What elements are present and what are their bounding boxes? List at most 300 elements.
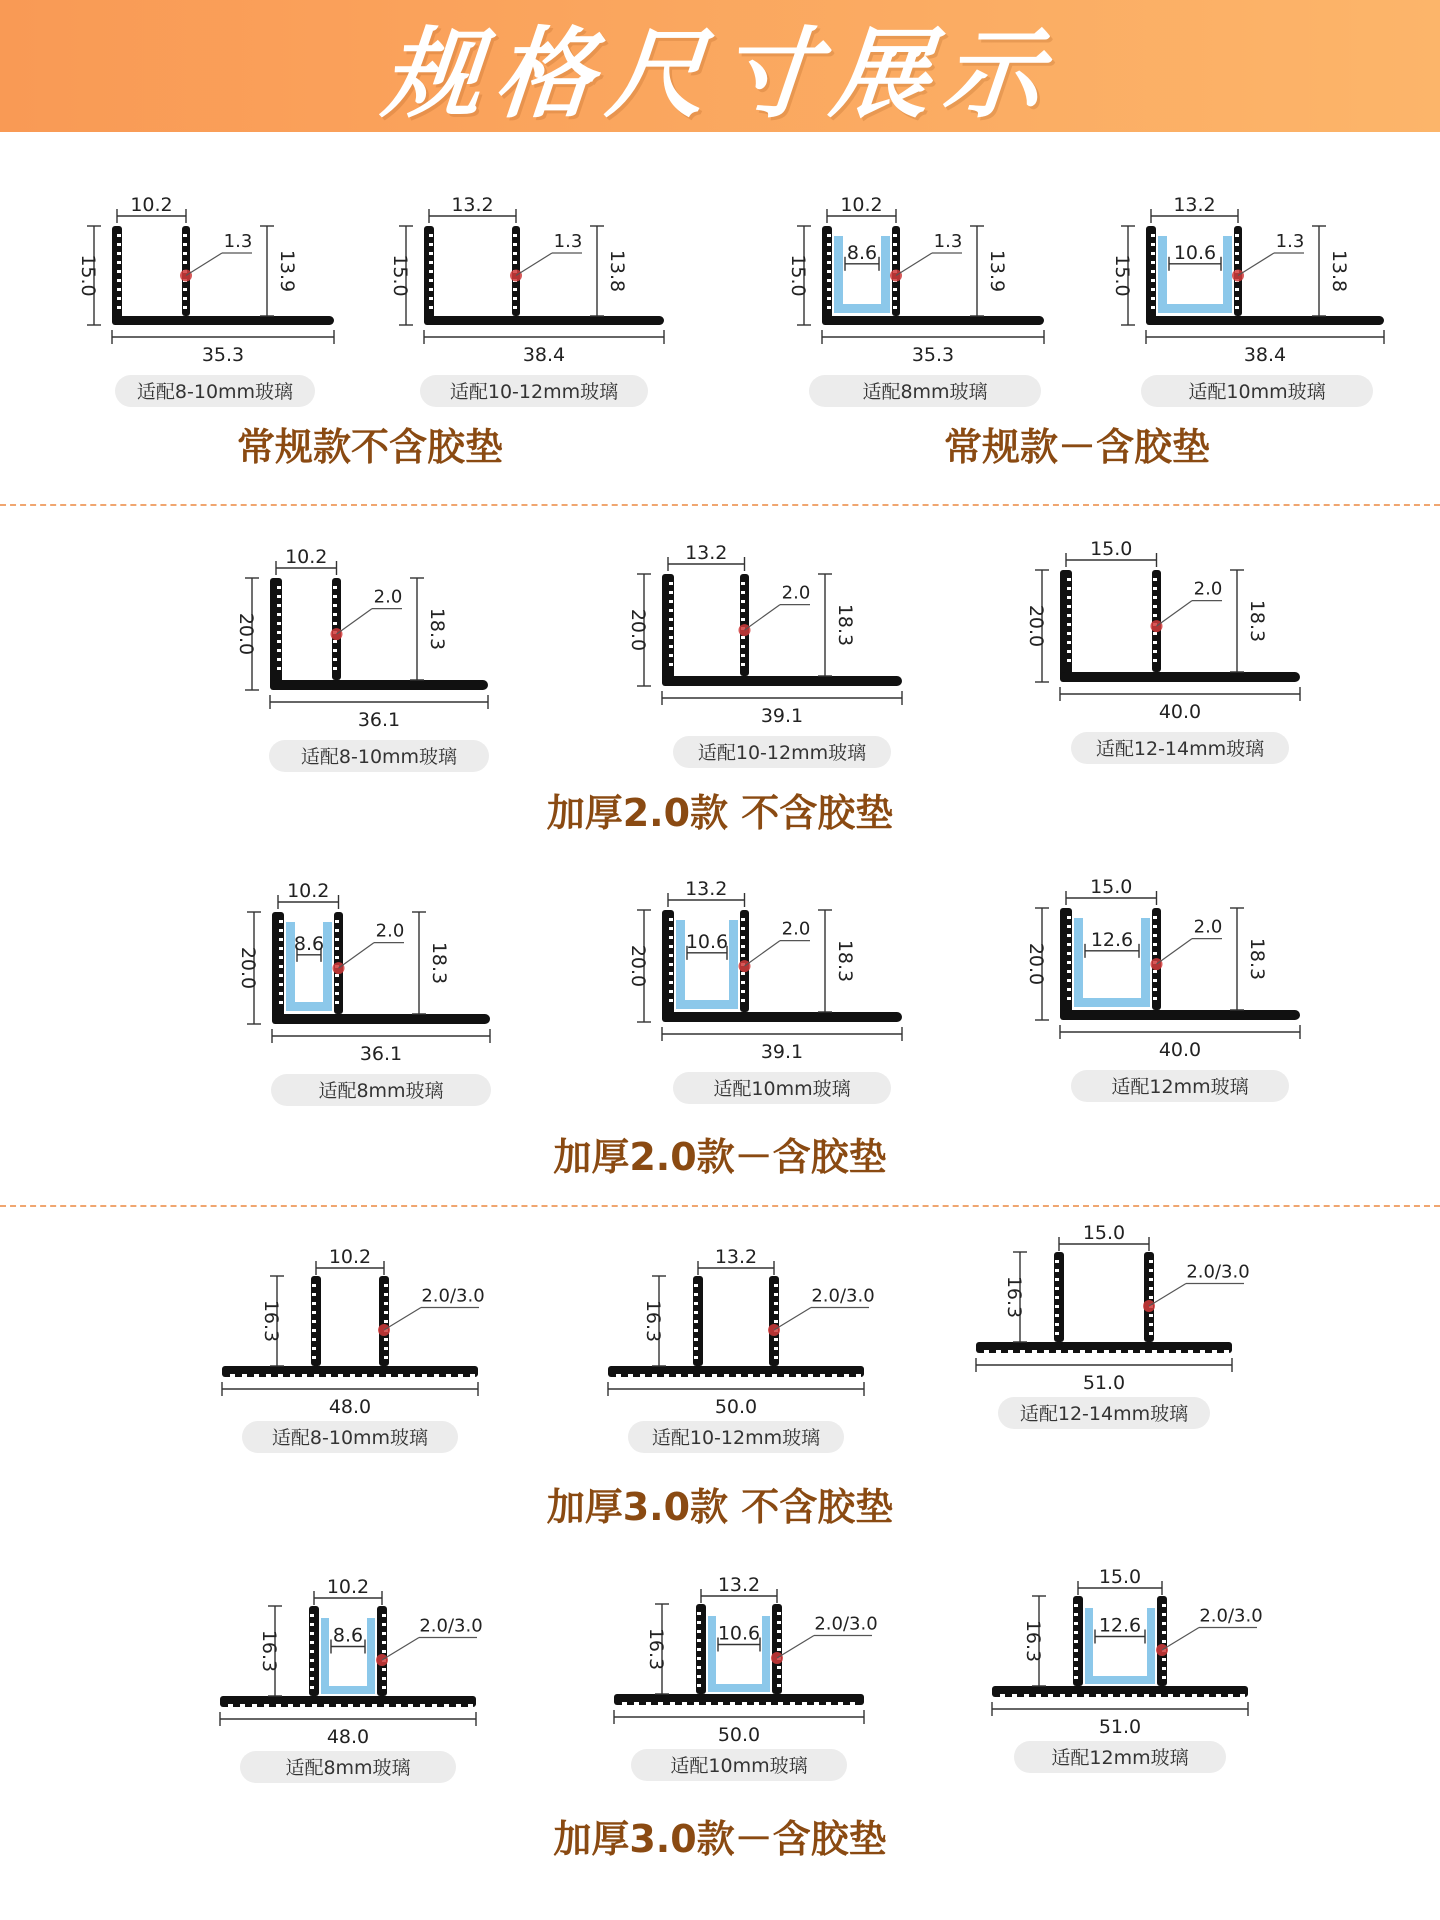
- rib-notch: [279, 947, 283, 950]
- rib-notch: [1153, 641, 1157, 644]
- rib-notch: [279, 920, 283, 923]
- base-notch: [372, 1704, 377, 1707]
- base-notch: [1084, 1694, 1089, 1697]
- base-notch: [622, 1702, 627, 1705]
- inner-height-dim-label: 18.3: [1246, 599, 1268, 643]
- fit-pill-label: 适配12mm玻璃: [1051, 1747, 1189, 1769]
- base-notch: [616, 1374, 621, 1377]
- height-dim-label: 16.3: [1022, 1619, 1044, 1663]
- rib-notch: [335, 920, 339, 923]
- rib-notch: [827, 288, 831, 291]
- rib-notch: [429, 234, 433, 237]
- rib-notch: [310, 1677, 314, 1680]
- rib-notch: [1235, 243, 1239, 246]
- base-notch: [748, 1374, 753, 1377]
- base-notch: [844, 1374, 849, 1377]
- base-notch: [996, 1350, 1001, 1353]
- rib-notch: [279, 1001, 283, 1004]
- rib-notch: [774, 1302, 778, 1305]
- rib-notch: [1153, 578, 1157, 581]
- rib-notch: [312, 1302, 316, 1305]
- rib-notch: [1153, 979, 1157, 982]
- base-notch: [386, 1374, 391, 1377]
- fit-pill-label: 适配10mm玻璃: [713, 1078, 851, 1100]
- fit-pill: [115, 375, 315, 407]
- rib-notch: [694, 1347, 698, 1350]
- wall-thickness-label: 2.0/3.0: [421, 1285, 485, 1307]
- gasket-gap-dim-label: 10.6: [685, 930, 729, 953]
- rib-notch: [697, 1675, 701, 1678]
- base-notch: [348, 1704, 353, 1707]
- base-notch: [838, 1702, 843, 1705]
- rib-notch: [1067, 623, 1071, 626]
- rib-notch: [1067, 614, 1071, 617]
- profile-outer-wall: [822, 226, 832, 325]
- base-notch: [1060, 1694, 1065, 1697]
- gap-dim-label: 13.2: [451, 194, 494, 216]
- base-notch: [408, 1704, 413, 1707]
- rib-notch: [827, 270, 831, 273]
- profile-card: [992, 1566, 1263, 1773]
- rib-notch: [117, 279, 121, 282]
- rib-notch: [1067, 632, 1071, 635]
- base-notch: [1020, 1350, 1025, 1353]
- height-dim-label: 20.0: [627, 944, 649, 988]
- rib-notch: [697, 1639, 701, 1642]
- base-notch: [1044, 1350, 1049, 1353]
- gap-dim-label: 13.2: [685, 542, 728, 564]
- base-notch: [1164, 1350, 1169, 1353]
- rib-notch: [279, 974, 283, 977]
- inner-height-dim-label: 18.3: [834, 603, 856, 647]
- rib-notch: [741, 618, 745, 621]
- base-width-dim-label: 40.0: [1158, 701, 1202, 723]
- rib-notch: [893, 243, 897, 246]
- page-title: 规格尺寸展示: [378, 16, 1061, 132]
- rib-notch: [310, 1641, 314, 1644]
- fit-pill: [809, 375, 1041, 407]
- rib-notch: [1055, 1287, 1059, 1290]
- gap-dim-label: 13.2: [714, 1246, 758, 1268]
- fit-pill: [1071, 1070, 1289, 1102]
- rib-notch: [312, 1329, 316, 1332]
- rib-notch: [279, 956, 283, 959]
- rib-notch: [117, 306, 121, 309]
- rib-notch: [117, 252, 121, 255]
- fit-pill: [1014, 1741, 1226, 1773]
- rib-notch: [741, 591, 745, 594]
- rib-notch: [333, 640, 337, 643]
- rib-notch: [1153, 997, 1157, 1000]
- profile-card: [614, 1574, 878, 1781]
- rib-notch: [1067, 650, 1071, 653]
- rib-notch: [1153, 925, 1157, 928]
- gap-dim-label: 10.2: [840, 194, 883, 216]
- profile-card: [220, 1576, 483, 1783]
- fit-pill: [240, 1751, 456, 1783]
- rib-notch: [774, 1293, 778, 1296]
- rib-notch: [1153, 988, 1157, 991]
- profile-base: [424, 316, 664, 325]
- profile-card: [627, 878, 902, 1104]
- base-notch: [242, 1374, 247, 1377]
- rib-notch: [384, 1284, 388, 1287]
- rib-notch: [1235, 306, 1239, 309]
- rib-notch: [429, 252, 433, 255]
- wall-leader: [1157, 939, 1193, 965]
- rib-notch: [1153, 943, 1157, 946]
- inner-height-dim-label: 13.9: [986, 249, 1008, 293]
- rib-notch: [777, 1666, 781, 1669]
- gasket-gap-dim-label: 8.6: [332, 1624, 364, 1647]
- wall-thickness-label: 2.0: [1193, 578, 1223, 600]
- rib-notch: [1162, 1658, 1166, 1661]
- base-notch: [700, 1374, 705, 1377]
- rib-notch: [1153, 916, 1157, 919]
- base-notch: [470, 1374, 475, 1377]
- base-notch: [712, 1374, 717, 1377]
- rib-notch: [697, 1666, 701, 1669]
- rib-notch: [741, 600, 745, 603]
- gasket-shape: [834, 236, 890, 313]
- rib-notch: [1151, 252, 1155, 255]
- base-notch: [1140, 1350, 1145, 1353]
- wall-thickness-label: 2.0/3.0: [1186, 1261, 1250, 1283]
- wall-thickness-label: 1.3: [933, 231, 963, 252]
- rib-notch: [741, 981, 745, 984]
- profile-card: [627, 542, 902, 768]
- rib-notch: [183, 234, 187, 237]
- rib-notch: [774, 1356, 778, 1359]
- profile-base: [662, 676, 902, 686]
- fit-pill-label: 适配8mm玻璃: [318, 1080, 444, 1102]
- rib-notch: [279, 965, 283, 968]
- rib-notch: [310, 1668, 314, 1671]
- rib-notch: [384, 1347, 388, 1350]
- base-notch: [664, 1374, 669, 1377]
- rib-notch: [513, 234, 517, 237]
- rib-notch: [312, 1293, 316, 1296]
- rib-notch: [384, 1338, 388, 1341]
- rib-notch: [669, 645, 673, 648]
- gap-dim-label: 15.0: [1098, 1566, 1142, 1588]
- base-notch: [1168, 1694, 1173, 1697]
- gasket-gap-dim-label: 10.6: [717, 1622, 761, 1645]
- rib-notch: [669, 600, 673, 603]
- rib-notch: [741, 954, 745, 957]
- fit-pill: [242, 1421, 458, 1453]
- profile-base: [270, 680, 488, 690]
- rib-notch: [513, 306, 517, 309]
- rib-notch: [1162, 1604, 1166, 1607]
- rib-notch: [312, 1338, 316, 1341]
- rib-notch: [117, 270, 121, 273]
- wall-leader: [777, 1636, 814, 1659]
- base-notch: [694, 1702, 699, 1705]
- rib-notch: [741, 609, 745, 612]
- base-notch: [736, 1374, 741, 1377]
- gasket-gap-dim-label: 10.6: [1173, 241, 1217, 264]
- rib-notch: [1067, 605, 1071, 608]
- rib-notch: [277, 613, 281, 616]
- profile-card: [389, 194, 664, 407]
- rib-notch: [335, 947, 339, 950]
- gasket-shape: [708, 1616, 770, 1692]
- profile-card: [608, 1246, 875, 1453]
- base-notch: [384, 1704, 389, 1707]
- rib-notch: [1067, 943, 1071, 946]
- rib-notch: [1067, 596, 1071, 599]
- base-notch: [1092, 1350, 1097, 1353]
- gap-dim-label: 13.2: [1173, 194, 1216, 216]
- base-notch: [772, 1374, 777, 1377]
- base-notch: [640, 1374, 645, 1377]
- rib-notch: [774, 1320, 778, 1323]
- base-notch: [444, 1704, 449, 1707]
- rib-notch: [382, 1668, 386, 1671]
- rib-notch: [741, 999, 745, 1002]
- height-dim-label: 20.0: [1025, 942, 1047, 986]
- base-notch: [266, 1374, 271, 1377]
- profile-base: [822, 316, 1044, 325]
- rib-notch: [774, 1311, 778, 1314]
- rib-notch: [893, 288, 897, 291]
- rib-notch: [1067, 925, 1071, 928]
- base-notch: [808, 1374, 813, 1377]
- rib-notch: [277, 604, 281, 607]
- rib-notch: [1153, 596, 1157, 599]
- rib-notch: [669, 654, 673, 657]
- rib-notch: [1067, 952, 1071, 955]
- wall-leader: [1162, 1628, 1199, 1651]
- rib-notch: [312, 1347, 316, 1350]
- rib-notch: [694, 1356, 698, 1359]
- fit-pill: [1141, 375, 1373, 407]
- base-notch: [814, 1702, 819, 1705]
- base-notch: [706, 1702, 711, 1705]
- section-title: 加厚3.0款 不含胶垫: [546, 1485, 894, 1529]
- gap-dim-label: 13.2: [685, 878, 728, 900]
- wall-leader: [337, 609, 373, 635]
- height-dim-label: 16.3: [642, 1299, 664, 1343]
- base-notch: [362, 1374, 367, 1377]
- fit-pill: [628, 1421, 844, 1453]
- rib-notch: [1067, 916, 1071, 919]
- rib-notch: [310, 1623, 314, 1626]
- base-notch: [784, 1374, 789, 1377]
- rib-notch: [774, 1284, 778, 1287]
- rib-notch: [694, 1311, 698, 1314]
- profile-card: [77, 194, 334, 407]
- rib-notch: [893, 306, 897, 309]
- base-notch: [646, 1702, 651, 1705]
- height-dim-label: 15.0: [77, 254, 99, 297]
- base-width-dim-label: 48.0: [326, 1726, 370, 1748]
- rib-notch: [1151, 270, 1155, 273]
- base-notch: [1032, 1350, 1037, 1353]
- base-notch: [374, 1374, 379, 1377]
- profile-outer-wall: [424, 226, 434, 325]
- fit-pill-label: 适配10-12mm玻璃: [449, 381, 619, 403]
- base-notch: [1036, 1694, 1041, 1697]
- base-notch: [796, 1374, 801, 1377]
- rib-notch: [279, 938, 283, 941]
- rib-notch: [1162, 1676, 1166, 1679]
- rib-notch: [1162, 1631, 1166, 1634]
- base-notch: [314, 1374, 319, 1377]
- rib-notch: [669, 627, 673, 630]
- rib-notch: [741, 927, 745, 930]
- wall-thickness-label: 2.0/3.0: [419, 1615, 483, 1637]
- rib-notch: [1153, 632, 1157, 635]
- fit-pill: [673, 1072, 891, 1104]
- rib-notch: [335, 938, 339, 941]
- wall-leader: [774, 1308, 811, 1331]
- base-notch: [1024, 1694, 1029, 1697]
- rib-notch: [669, 663, 673, 666]
- base-notch: [420, 1704, 425, 1707]
- rib-notch: [694, 1320, 698, 1323]
- rib-notch: [1153, 587, 1157, 590]
- rib-notch: [1055, 1296, 1059, 1299]
- rib-notch: [279, 929, 283, 932]
- rib-notch: [697, 1684, 701, 1687]
- base-notch: [760, 1374, 765, 1377]
- rib-notch: [335, 1001, 339, 1004]
- base-notch: [276, 1704, 281, 1707]
- wall-leader: [1149, 1284, 1186, 1307]
- base-notch: [252, 1704, 257, 1707]
- rib-notch: [827, 234, 831, 237]
- rib-notch: [1149, 1269, 1153, 1272]
- gasket-gap-dim-label: 8.6: [293, 932, 325, 955]
- rib-notch: [277, 658, 281, 661]
- base-notch: [802, 1702, 807, 1705]
- wall-leader: [186, 253, 222, 276]
- rib-notch: [382, 1623, 386, 1626]
- base-notch: [446, 1374, 451, 1377]
- rib-notch: [1055, 1260, 1059, 1263]
- profile-base: [1060, 1010, 1300, 1020]
- rib-notch: [669, 972, 673, 975]
- base-notch: [338, 1374, 343, 1377]
- height-dim-label: 20.0: [235, 612, 257, 656]
- rib-notch: [333, 649, 337, 652]
- height-dim-label: 15.0: [787, 254, 809, 297]
- rib-notch: [741, 582, 745, 585]
- rib-notch: [1074, 1622, 1078, 1625]
- fit-pill: [269, 740, 489, 772]
- fit-pill: [420, 375, 648, 407]
- rib-notch: [335, 983, 339, 986]
- base-notch: [360, 1704, 365, 1707]
- rib-notch: [513, 288, 517, 291]
- rib-notch: [777, 1630, 781, 1633]
- rib-notch: [827, 306, 831, 309]
- profile-card: [1025, 538, 1300, 764]
- base-notch: [790, 1702, 795, 1705]
- profile-card: [787, 194, 1044, 407]
- profile-card: [222, 1246, 485, 1453]
- profile-card: [235, 546, 489, 772]
- rib-notch: [1162, 1667, 1166, 1670]
- rib-notch: [697, 1612, 701, 1615]
- fit-pill-label: 适配12-14mm玻璃: [1095, 738, 1265, 760]
- fit-pill-label: 适配10-12mm玻璃: [651, 1427, 821, 1449]
- base-notch: [1152, 1350, 1157, 1353]
- base-notch: [434, 1374, 439, 1377]
- gap-dim-label: 10.2: [328, 1246, 372, 1268]
- rib-notch: [382, 1650, 386, 1653]
- rib-notch: [279, 983, 283, 986]
- base-notch: [1104, 1350, 1109, 1353]
- rib-notch: [694, 1293, 698, 1296]
- rib-notch: [277, 586, 281, 589]
- rib-notch: [1149, 1296, 1153, 1299]
- gap-dim-label: 10.2: [130, 194, 173, 216]
- rib-notch: [777, 1648, 781, 1651]
- base-notch: [300, 1704, 305, 1707]
- rib-notch: [669, 990, 673, 993]
- rib-notch: [694, 1329, 698, 1332]
- rib-notch: [1067, 997, 1071, 1000]
- rib-notch: [333, 658, 337, 661]
- rib-notch: [513, 243, 517, 246]
- inner-height-dim-label: 18.3: [834, 939, 856, 983]
- wall-thickness-label: 2.0/3.0: [1199, 1605, 1263, 1627]
- rib-notch: [669, 927, 673, 930]
- wall-leader: [382, 1638, 419, 1661]
- base-notch: [468, 1704, 473, 1707]
- wall-leader: [339, 943, 375, 969]
- rib-notch: [1074, 1613, 1078, 1616]
- base-notch: [1180, 1694, 1185, 1697]
- rib-notch: [741, 990, 745, 993]
- section-title: 加厚2.0款 不含胶垫: [546, 791, 894, 835]
- rib-notch: [1162, 1622, 1166, 1625]
- base-notch: [832, 1374, 837, 1377]
- section-title: 常规款－含胶垫: [943, 425, 1211, 469]
- base-notch: [1144, 1694, 1149, 1697]
- height-dim-label: 20.0: [237, 946, 259, 990]
- profile-card: [1111, 194, 1384, 407]
- base-notch: [288, 1704, 293, 1707]
- wall-thickness-label: 2.0/3.0: [814, 1613, 878, 1635]
- rib-notch: [741, 654, 745, 657]
- profile-base: [1146, 316, 1384, 325]
- rib-notch: [1153, 650, 1157, 653]
- base-notch: [1228, 1694, 1233, 1697]
- base-width-dim-label: 35.3: [201, 344, 245, 366]
- base-width-dim-label: 35.3: [911, 344, 955, 366]
- rib-notch: [1151, 306, 1155, 309]
- base-notch: [850, 1702, 855, 1705]
- rib-notch: [335, 992, 339, 995]
- gasket-shape: [286, 922, 332, 1011]
- rib-notch: [1162, 1640, 1166, 1643]
- rib-notch: [277, 640, 281, 643]
- rib-notch: [382, 1632, 386, 1635]
- rib-notch: [429, 243, 433, 246]
- rib-notch: [384, 1311, 388, 1314]
- rib-notch: [333, 667, 337, 670]
- wall-thickness-label: 2.0: [375, 920, 405, 942]
- base-notch: [1240, 1694, 1245, 1697]
- rib-notch: [1151, 261, 1155, 264]
- base-notch: [766, 1702, 771, 1705]
- gasket-shape: [676, 920, 738, 1009]
- rib-notch: [827, 252, 831, 255]
